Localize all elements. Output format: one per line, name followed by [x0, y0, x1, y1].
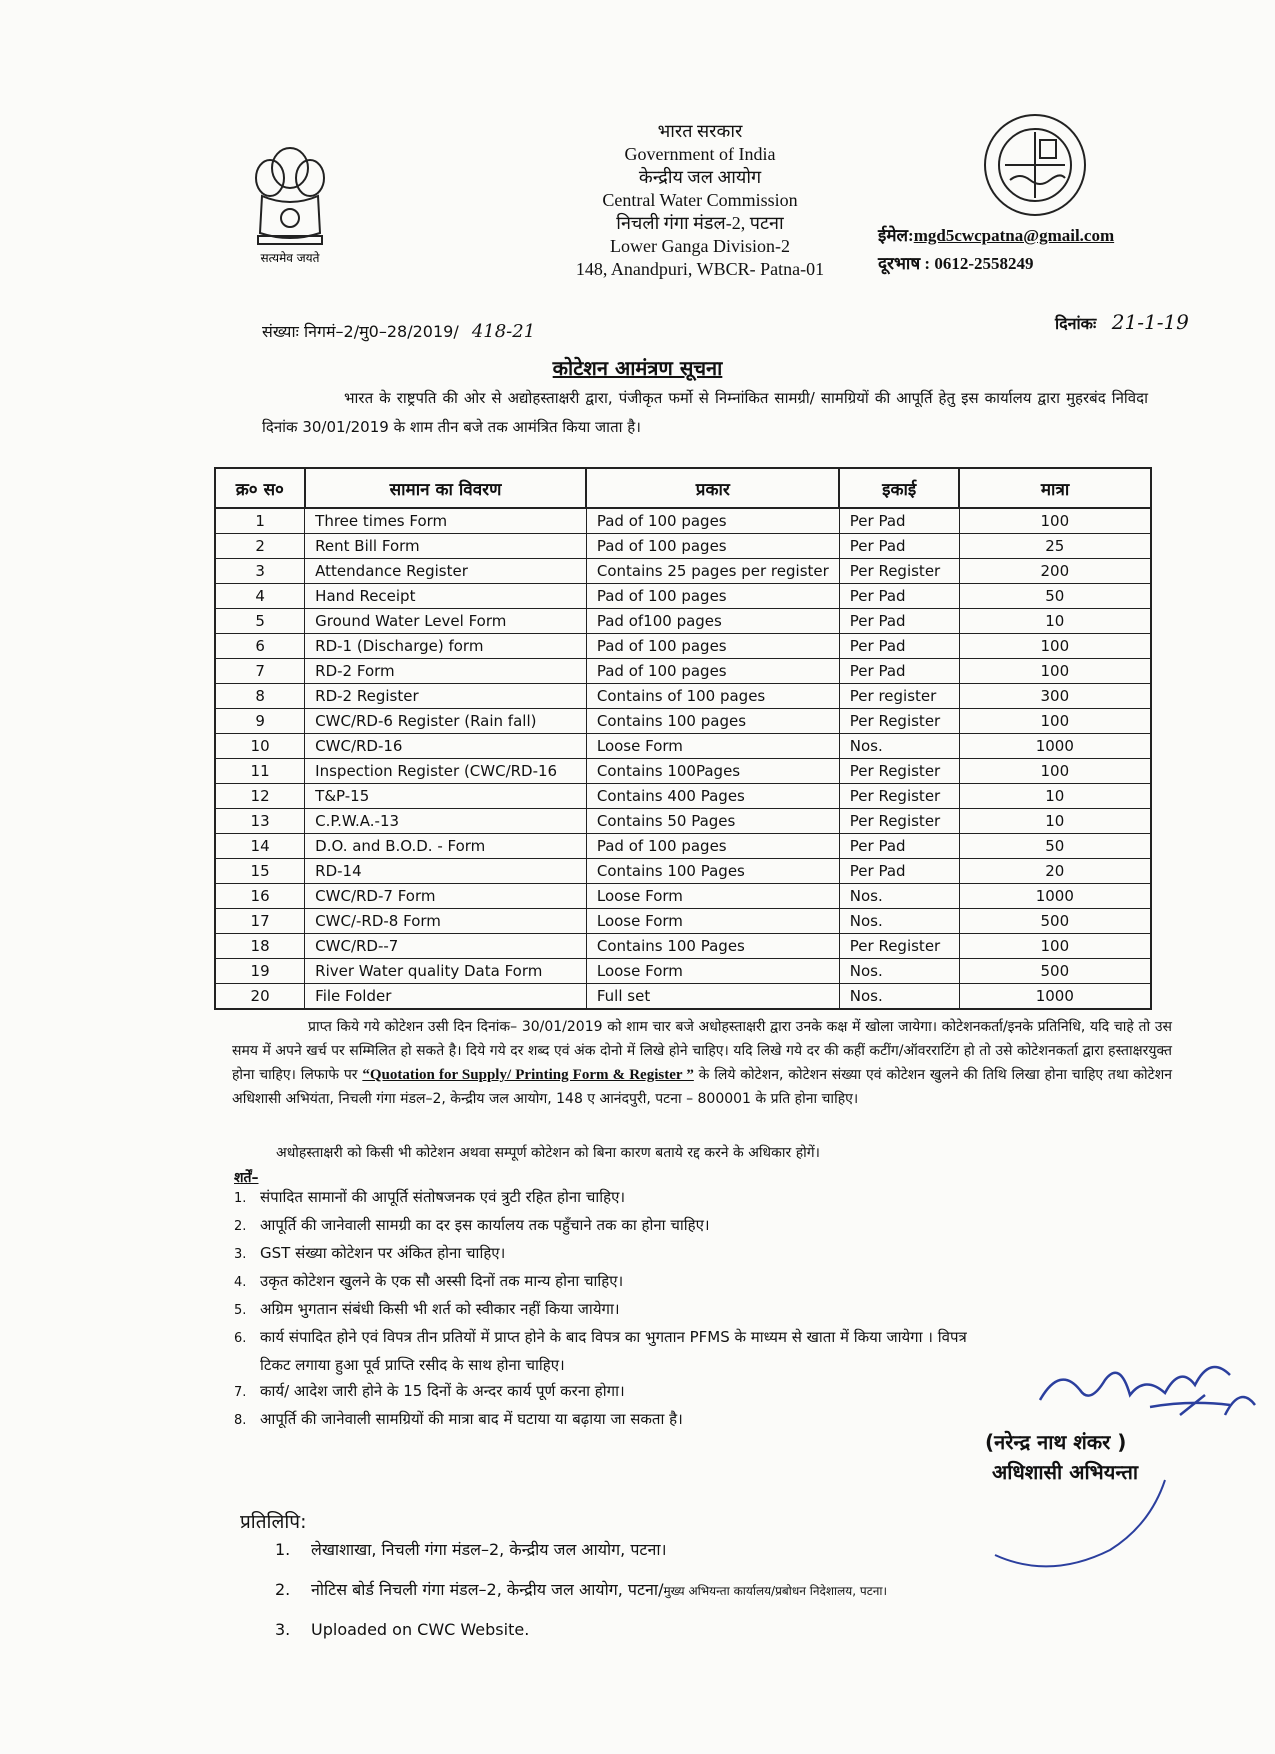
envelope-subject: “Quotation for Supply/ Printing Form & Register ”	[362, 1067, 694, 1083]
table-row	[215, 759, 1151, 784]
condition-text: आपूर्ति की जानेवाली सामग्री का दर इस कार्यालय तक पहुँचाने तक का होना चाहिए।	[260, 1216, 710, 1234]
cell-description: Three times Form	[305, 508, 587, 534]
condition-number: 1.	[234, 1191, 247, 1206]
cell-quantity: 500	[959, 909, 1151, 934]
cell-type: Loose Form	[586, 909, 839, 934]
cell-type: Contains 100 Pages	[586, 859, 839, 884]
cell-description: RD-1 (Discharge) form	[305, 634, 587, 659]
cell-unit: Per register	[839, 684, 959, 709]
org-line: Central Water Commission	[602, 190, 798, 210]
cell-unit: Nos.	[839, 959, 959, 984]
cell-type: Pad of 100 pages	[586, 834, 839, 859]
cell-serial: 10	[215, 734, 305, 759]
condition-text: कार्य/ आदेश जारी होने के 15 दिनों के अन्दर कार्य पूर्ण करना होगा।	[260, 1382, 625, 1400]
copy-to-text: नोटिस बोर्ड निचली गंगा मंडल–2, केन्द्रीय जल आयोग, पटना/	[311, 1580, 664, 1599]
phone-label: दूरभाष :	[878, 254, 931, 273]
table-row	[215, 734, 1151, 759]
cell-quantity: 200	[959, 559, 1151, 584]
cell-unit: Per Register	[839, 934, 959, 959]
cell-serial: 14	[215, 834, 305, 859]
cell-type: Contains 100 pages	[586, 709, 839, 734]
col-header-type: प्रकार	[586, 468, 839, 508]
table-row	[215, 809, 1151, 834]
cell-description: RD-2 Form	[305, 659, 587, 684]
cwc-logo-seal	[980, 110, 1090, 220]
cell-type: Contains of 100 pages	[586, 684, 839, 709]
cell-quantity: 10	[959, 809, 1151, 834]
cell-type: Contains 25 pages per register	[586, 559, 839, 584]
col-header-serial: क्र० स०	[215, 468, 305, 508]
cell-serial: 16	[215, 884, 305, 909]
cell-serial: 12	[215, 784, 305, 809]
copy-to-text: Uploaded on CWC Website.	[311, 1620, 530, 1639]
condition-number: 6.	[234, 1331, 247, 1346]
emblem-motto: सत्यमेव जयते	[260, 251, 320, 265]
cell-serial: 5	[215, 609, 305, 634]
copy-to-text-small: मुख्य अभियन्ता कार्यालय/प्रबोधन निदेशालय, पटना।	[663, 1584, 888, 1598]
cell-serial: 8	[215, 684, 305, 709]
national-emblem	[240, 138, 340, 278]
copy-to-heading: प्रतिलिपि:	[240, 1511, 307, 1533]
intro-paragraph: भारत के राष्ट्रपति की ओर से अद्योहस्ताक्षरी द्वारा, पंजीकृत फर्मो से निम्नांकित सामग्री/ सामग्रियों की आपूर्ति हेतु इस कार्यालय द्वारा मुहरबंद निविदा दिनांक 30/01/2019 के शाम तीन बजे तक आमंत्रित किया जाता है।	[262, 389, 1148, 436]
org-line: केन्द्रीय जल आयोग	[638, 167, 762, 187]
notice-date	[1055, 310, 1189, 334]
org-line: Government of India	[624, 144, 776, 164]
email-link[interactable]: mgd5cwcpatna@gmail.com	[913, 226, 1115, 245]
reference-code: निगमं–2/मु0–28/2019/	[303, 322, 459, 341]
copy-to-item	[275, 1610, 1175, 1650]
table-row	[215, 609, 1151, 634]
cell-unit: Per Pad	[839, 584, 959, 609]
cell-unit: Per Register	[839, 784, 959, 809]
cell-serial: 11	[215, 759, 305, 784]
cell-unit: Per Register	[839, 809, 959, 834]
table-row	[215, 634, 1151, 659]
cell-quantity: 50	[959, 834, 1151, 859]
cell-serial: 17	[215, 909, 305, 934]
condition-number: 3.	[234, 1247, 247, 1262]
table-row	[215, 959, 1151, 984]
cell-quantity: 100	[959, 508, 1151, 534]
reference-handwritten: 418-21	[471, 321, 536, 342]
cell-quantity: 100	[959, 934, 1151, 959]
cell-unit: Per Pad	[839, 534, 959, 559]
reference-label: संख्याः	[262, 322, 299, 341]
condition-item	[234, 1296, 1184, 1324]
cell-quantity: 1000	[959, 884, 1151, 909]
cell-quantity: 25	[959, 534, 1151, 559]
cell-serial: 15	[215, 859, 305, 884]
table-row	[215, 709, 1151, 734]
cell-serial: 1	[215, 508, 305, 534]
cell-unit: Nos.	[839, 734, 959, 759]
condition-text: अग्रिम भुगतान संबंधी किसी भी शर्त को स्वीकार नहीं किया जायेगा।	[260, 1300, 620, 1318]
condition-item	[234, 1268, 1184, 1296]
cell-serial: 7	[215, 659, 305, 684]
cell-serial: 3	[215, 559, 305, 584]
table-row	[215, 684, 1151, 709]
cell-description: CWC/RD-16	[305, 734, 587, 759]
table-row	[215, 984, 1151, 1010]
org-line: 148, Anandpuri, WBCR- Patna-01	[575, 259, 825, 279]
copy-to-item	[275, 1570, 1175, 1610]
phone-number: 0612-2558249	[934, 254, 1034, 273]
condition-text: आपूर्ति की जानेवाली सामग्रियों की मात्रा बाद में घटाया या बढ़ाया जा सकता है।	[260, 1410, 683, 1428]
cell-type: Pad of 100 pages	[586, 584, 839, 609]
table-row	[215, 834, 1151, 859]
cell-quantity: 300	[959, 684, 1151, 709]
cell-unit: Per Register	[839, 759, 959, 784]
cell-quantity: 20	[959, 859, 1151, 884]
cell-unit: Nos.	[839, 884, 959, 909]
table-row	[215, 534, 1151, 559]
cell-description: CWC/RD-7 Form	[305, 884, 587, 909]
cell-serial: 19	[215, 959, 305, 984]
copy-to-number: 2.	[275, 1580, 291, 1599]
cell-type: Contains 50 Pages	[586, 809, 839, 834]
cell-description: RD-2 Register	[305, 684, 587, 709]
cell-description: RD-14	[305, 859, 587, 884]
cell-serial: 9	[215, 709, 305, 734]
condition-item	[234, 1184, 1184, 1212]
condition-number: 7.	[234, 1385, 247, 1400]
org-header	[540, 120, 860, 281]
cell-type: Pad of 100 pages	[586, 634, 839, 659]
cell-description: CWC/-RD-8 Form	[305, 909, 587, 934]
reservation-clause: अधोहस्ताक्षरी को किसी भी कोटेशन अथवा सम्पूर्ण कोटेशन को बिना कारण बताये रद्द करने के अधिकार होगें।	[276, 1145, 820, 1161]
cell-quantity: 100	[959, 659, 1151, 684]
conditions-heading: शर्तें–	[234, 1170, 259, 1186]
cell-type: Loose Form	[586, 734, 839, 759]
cell-serial: 13	[215, 809, 305, 834]
condition-text: GST संख्या कोटेशन पर अंकित होना चाहिए।	[260, 1244, 506, 1262]
cell-description: Rent Bill Form	[305, 534, 587, 559]
cell-serial: 6	[215, 634, 305, 659]
table-row	[215, 584, 1151, 609]
date-label: दिनांकः	[1055, 314, 1097, 333]
cell-description: T&P-15	[305, 784, 587, 809]
cell-quantity: 500	[959, 959, 1151, 984]
cell-type: Pad of 100 pages	[586, 508, 839, 534]
table-row	[215, 659, 1151, 684]
opening-paragraph: प्राप्त किये गये कोटेशन उसी दिन दिनांक– 30/01/2019 को शाम चार बजे अधोहस्ताक्षरी द्वारा उनके कक्ष में खोला जायेगा। कोटेशनकर्ता/इनके प्रतिनिधि, यदि चाहे तो उस समय में अपने खर्च पर सम्मिलित हो सकते है। दिये गये दर शब्द एवं अंक दोनो में लिखे होने चाहिए। यदि लिखे गये दर की कहीं कटींग/ऑवरराटिंग हो तो उसे कोटेशनकर्ता द्वारा हस्ताक्षरयुक्त होना चाहिए। लिफाफे पर “Quotation for Supply/ Printing Form & Register ” के लिये कोटेशन, कोटेशन संख्या एवं कोटेशन खुलने की तिथि लिखा होना चाहिए तथा कोटेशन अधिशासी अभियंता, निचली गंगा मंडल–2, केन्द्रीय जल आयोग, 148 ए आनंदपुरी, पटना – 800001 के प्रति होना चाहिए।	[232, 1019, 1173, 1107]
table-row	[215, 859, 1151, 884]
signatory-designation: अधिशासी अभियन्ता	[992, 1460, 1139, 1484]
col-header-description: सामान का विवरण	[305, 468, 587, 508]
org-line: भारत सरकार	[657, 121, 743, 141]
cell-type: Pad of 100 pages	[586, 659, 839, 684]
cell-description: Ground Water Level Form	[305, 609, 587, 634]
table-row	[215, 559, 1151, 584]
condition-text-continued: टिकट लगाया हुआ पूर्व प्राप्ति रसीद के साथ होना चाहिए।	[260, 1356, 565, 1374]
cell-description: Attendance Register	[305, 559, 587, 584]
cell-description: River Water quality Data Form	[305, 959, 587, 984]
signature-scrawl	[1030, 1345, 1270, 1425]
cell-quantity: 10	[959, 609, 1151, 634]
cell-type: Contains 100Pages	[586, 759, 839, 784]
cell-unit: Per Pad	[839, 859, 959, 884]
items-table	[214, 467, 1152, 1010]
condition-text: संपादित सामानों की आपूर्ति संतोषजनक एवं त्रुटी रहित होना चाहिए।	[260, 1188, 626, 1206]
table-row	[215, 508, 1151, 534]
cell-unit: Per Pad	[839, 834, 959, 859]
table-header-row	[215, 468, 1151, 508]
cell-type: Contains 100 Pages	[586, 934, 839, 959]
cell-description: CWC/RD--7	[305, 934, 587, 959]
cell-unit: Per Pad	[839, 659, 959, 684]
cell-type: Loose Form	[586, 959, 839, 984]
cell-serial: 4	[215, 584, 305, 609]
condition-text: उकृत कोटेशन खुलने के एक सौ अस्सी दिनों तक मान्य होना चाहिए।	[260, 1272, 624, 1290]
cell-quantity: 100	[959, 759, 1151, 784]
col-header-unit: इकाई	[839, 468, 959, 508]
cell-unit: Nos.	[839, 984, 959, 1010]
cell-type: Loose Form	[586, 884, 839, 909]
cell-description: Hand Receipt	[305, 584, 587, 609]
condition-number: 2.	[234, 1219, 247, 1234]
cell-description: File Folder	[305, 984, 587, 1010]
cell-description: D.O. and B.O.D. - Form	[305, 834, 587, 859]
cell-unit: Per Pad	[839, 609, 959, 634]
cell-type: Full set	[586, 984, 839, 1010]
cell-unit: Per Pad	[839, 634, 959, 659]
cell-description: CWC/RD-6 Register (Rain fall)	[305, 709, 587, 734]
condition-item	[234, 1212, 1184, 1240]
notice-title: कोटेशन आमंत्रण सूचना	[552, 356, 723, 380]
col-header-quantity: मात्रा	[959, 468, 1151, 508]
cell-quantity: 50	[959, 584, 1151, 609]
cell-type: Pad of 100 pages	[586, 534, 839, 559]
cell-serial: 2	[215, 534, 305, 559]
cell-quantity: 100	[959, 634, 1151, 659]
org-line: Lower Ganga Division-2	[610, 236, 790, 256]
date-handwritten: 21-1-19	[1111, 310, 1189, 334]
condition-item	[234, 1240, 1184, 1268]
condition-number: 8.	[234, 1413, 247, 1428]
contact-block	[878, 222, 1114, 278]
cell-serial: 18	[215, 934, 305, 959]
copy-to-number: 1.	[275, 1540, 291, 1559]
cell-quantity: 100	[959, 709, 1151, 734]
table-row	[215, 884, 1151, 909]
cell-type: Contains 400 Pages	[586, 784, 839, 809]
cell-unit: Per Pad	[839, 508, 959, 534]
table-row	[215, 934, 1151, 959]
cell-unit: Nos.	[839, 909, 959, 934]
condition-text: कार्य संपादित होने एवं विपत्र तीन प्रतियों में प्राप्त होने के बाद विपत्र का भुगतान PFMS के माध्यम से खाता में किया जायेगा । विपत्र	[260, 1328, 967, 1346]
condition-number: 5.	[234, 1303, 247, 1318]
cell-unit: Per Register	[839, 559, 959, 584]
cell-quantity: 1000	[959, 984, 1151, 1010]
signature-flourish	[990, 1440, 1180, 1575]
cell-type: Pad of100 pages	[586, 609, 839, 634]
cell-quantity: 1000	[959, 734, 1151, 759]
condition-number: 4.	[234, 1275, 247, 1290]
cell-description: Inspection Register (CWC/RD-16	[305, 759, 587, 784]
table-row	[215, 784, 1151, 809]
signatory-name: (नरेन्द्र नाथ शंकर )	[985, 1430, 1127, 1454]
reference-number	[262, 320, 535, 342]
cell-unit: Per Register	[839, 709, 959, 734]
table-row	[215, 909, 1151, 934]
email-label: ईमेल:	[878, 226, 914, 245]
cell-serial: 20	[215, 984, 305, 1010]
cell-description: C.P.W.A.-13	[305, 809, 587, 834]
copy-to-number: 3.	[275, 1620, 291, 1639]
org-line: निचली गंगा मंडल-2, पटना	[616, 213, 784, 233]
cell-quantity: 10	[959, 784, 1151, 809]
copy-to-text: लेखाशाखा, निचली गंगा मंडल–2, केन्द्रीय जल आयोग, पटना।	[311, 1540, 667, 1559]
